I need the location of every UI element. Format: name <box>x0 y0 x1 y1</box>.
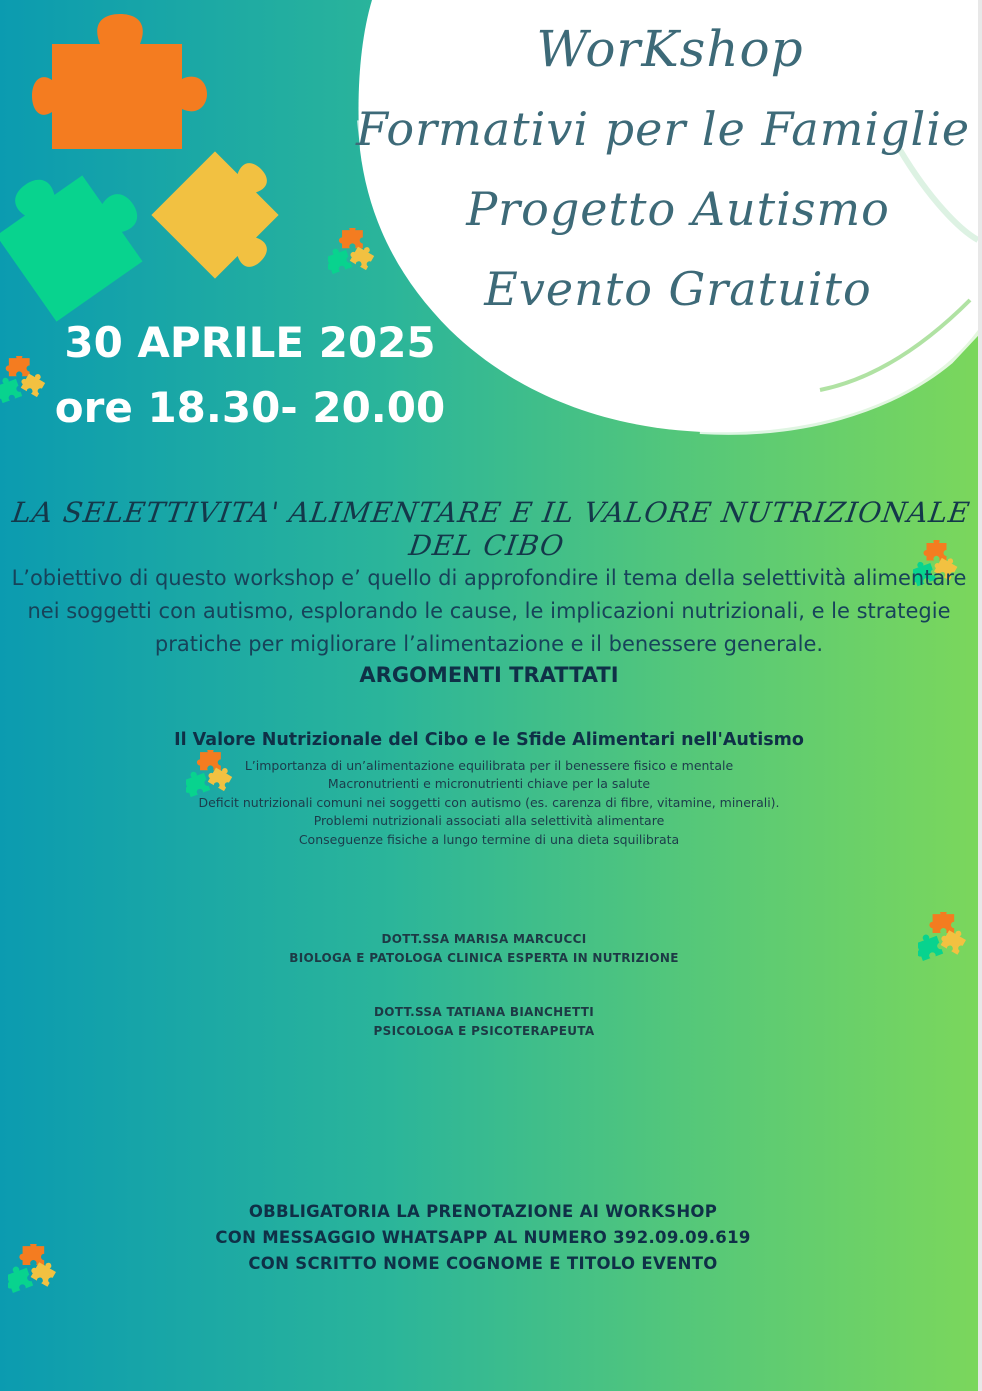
intro-line: nei soggetti con autismo, esplorando le cause, le implicazioni nutrizionali, e le strategie <box>27 599 951 623</box>
speaker-name: DOTT.SSA MARISA MARCUCCI <box>381 932 587 946</box>
speaker-role: BIOLOGA E PATOLOGA CLINICA ESPERTA IN NUTRIZIONE <box>289 950 679 965</box>
list-item: Macronutrienti e micronutrienti chiave per la salute <box>327 776 651 792</box>
title-line-progetto: Progetto Autismo <box>466 182 890 236</box>
booking-line: OBBLIGATORIA LA PRENOTAZIONE AI WORKSHOP <box>248 1202 718 1221</box>
speaker-role: PSICOLOGA E PSICOTERAPEUTA <box>373 1023 595 1038</box>
green-puzzle-piece-icon <box>0 160 150 330</box>
subtopic-title: Il Valore Nutrizionale del Cibo e le Sfide Alimentari nell'Autismo <box>174 730 804 750</box>
speaker-name: DOTT.SSA TATIANA BIANCHETTI <box>373 1005 594 1019</box>
intro-paragraph <box>0 562 978 661</box>
puzzle-cluster-icon <box>328 228 380 280</box>
speaker-2 <box>0 1003 968 1040</box>
intro-line: pratiche per migliorare l’alimentazione e il benessere generale. <box>154 632 824 656</box>
topic-list <box>0 757 978 849</box>
speaker-1 <box>0 930 968 967</box>
page-edge <box>978 0 982 1391</box>
title-line-evento: Evento Gratuito <box>484 262 872 316</box>
booking-line: CON SCRITTO NOME COGNOME E TITOLO EVENTO <box>248 1254 718 1273</box>
title-line-formativi: Formativi per le Famiglie <box>356 102 971 156</box>
list-item: Conseguenze fisiche a lungo termine di una dieta squilibrata <box>298 831 680 847</box>
intro-line: L’obiettivo di questo workshop e’ quello di approfondire il tema della selettività alimentare <box>11 566 967 590</box>
orange-puzzle-piece-icon <box>32 14 207 159</box>
list-item: Deficit nutrizionali comuni nei soggetti con autismo (es. carenza di fibre, vitamine, minerali). <box>198 794 780 810</box>
event-date: 30 APRILE 2025 <box>64 318 436 367</box>
section-heading: LA SELETTIVITA' ALIMENTARE E IL VALORE NUTRIZIONALE DEL CIBO <box>10 496 973 562</box>
list-item: Problemi nutrizionali associati alla selettività alimentare <box>313 813 665 829</box>
booking-line: CON MESSAGGIO WHATSAPP AL NUMERO 392.09.09.619 <box>215 1228 751 1247</box>
list-item: L’importanza di un’alimentazione equilibrata per il benessere fisico e mentale <box>244 758 734 773</box>
booking-notice <box>0 1199 972 1277</box>
event-time: ore 18.30- 20.00 <box>54 383 446 432</box>
yellow-puzzle-piece-icon <box>140 140 290 290</box>
title-line-workshop: WorKshop <box>536 20 804 78</box>
topics-heading: ARGOMENTI TRATTATI <box>359 663 619 687</box>
